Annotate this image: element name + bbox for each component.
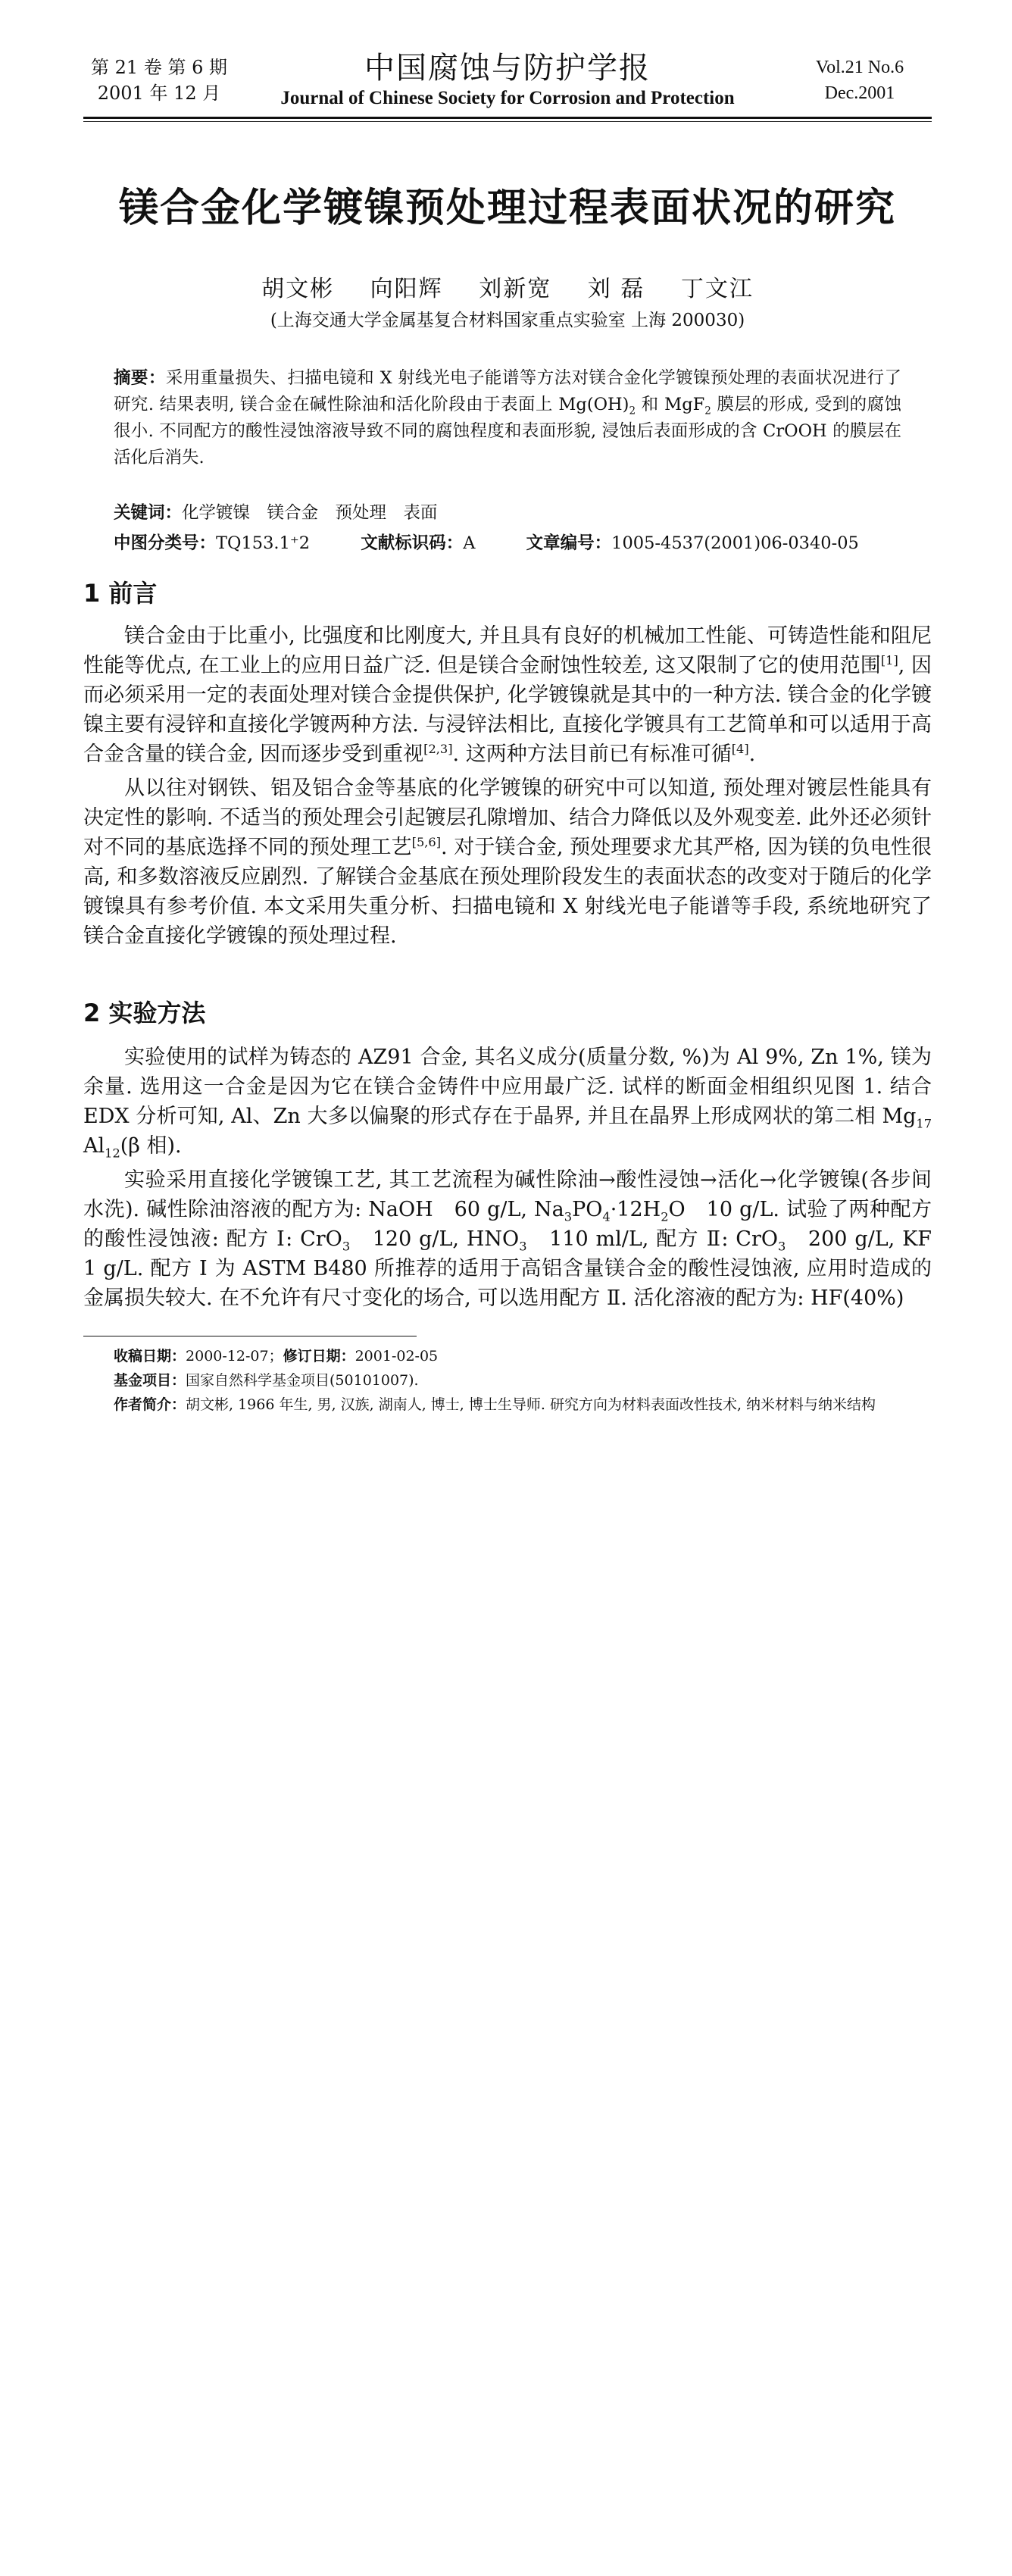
- citation: [2,3]: [423, 742, 453, 756]
- citation: [1]: [880, 653, 898, 667]
- paragraph-text: PO: [572, 1198, 603, 1221]
- issue-info: [83, 55, 235, 106]
- subscript: 2: [629, 405, 636, 417]
- journal-name-cn: 中国腐蚀与防护学报: [364, 51, 651, 86]
- abstract-text: 膜层的形成, 受到的腐蚀很小. 不同配方的酸性浸蚀溶液导致不同的腐蚀程度和表面形貌, 浸蚀后表面形成的含 CrOOH 的膜层在活化后消失.: [114, 395, 902, 467]
- paragraph-text: 110 ml/L, 配方 Ⅱ: CrO: [526, 1227, 779, 1251]
- section-methods-body: [83, 1043, 952, 1318]
- section-heading-intro: 1 前言: [83, 579, 158, 608]
- footnotes: [114, 1344, 932, 1417]
- paragraph-text: 实验使用的试样为铸态的 AZ91 合金, 其名义成分(质量分数, %)为 Al 9%, Zn 1%, 镁为余量. 选用这一合金是因为它在镁合金铸件中应用最广泛. 试样的断面金相组织见图 1. 结合 EDX 分析可知, Al、Zn 大多以偏聚的形式存在于晶界, 并且在晶界上形成网状的第二相 Mg: [83, 1046, 932, 1128]
- journal-name-en: Journal of Chinese Society for Corrosion and Protection: [280, 88, 735, 108]
- citation: [5,6]: [411, 835, 442, 849]
- paragraph-text: . 这两种方法目前已有标准可循: [452, 742, 732, 766]
- paragraph-text: . 对于镁合金, 预处理要求尤其严格, 因为镁的负电性很高, 和多数溶液反应剧烈. 了解镁合金基底在预处理阶段发生的表面状态的改变对于随后的化学镀镍具有参考价值. 本文采用失重分析、扫描电镜和 X 射线光电子能谱等手段, 系统地研究了镁合金直接化学镀镍的预处理过程.: [83, 836, 932, 948]
- issue-info-en: [788, 55, 932, 106]
- journal-name: [242, 50, 773, 111]
- revised-date: 2001-02-05: [355, 1348, 439, 1365]
- subscript: 17: [916, 1116, 932, 1131]
- subscript: 3: [778, 1239, 786, 1254]
- author-bio-label: 作者简介：: [114, 1396, 186, 1413]
- paragraph: [83, 1043, 932, 1161]
- author: 向阳辉: [370, 276, 443, 302]
- subscript: 2: [661, 1209, 669, 1224]
- paragraph-text: Al: [83, 1134, 105, 1158]
- paper-title: 镁合金化学镀镍预处理过程表面状况的研究: [118, 186, 896, 231]
- paragraph-text: 实验采用直接化学镀镍工艺, 其工艺流程为碱性除油→酸性浸蚀→活化→化学镀镍(各步间水洗). 碱性除油溶液的配方为: NaOH 60 g/L, Na: [83, 1168, 932, 1221]
- abstract-label: 摘要：: [114, 368, 166, 388]
- volume-issue-en: Vol.21 No.6: [815, 58, 904, 77]
- paragraph: [83, 621, 932, 769]
- paragraph-text: 200 g/L, KF 1 g/L. 配方 Ⅰ 为 ASTM B480 所推荐的适用于高铝含量镁合金的酸性浸蚀液, 应用时造成的金属损失较大. 在不允许有尺寸变化的场合, 可以选用配方 Ⅱ. 活化溶液的配方为: HF(40%): [83, 1227, 952, 1310]
- article-no-value: 1005-4537(2001)06-0340-05: [611, 533, 859, 553]
- clc-value: TQ153.1⁺2: [216, 533, 311, 553]
- header-rule-thin: [83, 121, 932, 122]
- affiliation: (上海交通大学金属基复合材料国家重点实验室 上海 200030): [270, 311, 745, 330]
- header-rule-thick: [83, 117, 932, 119]
- fund-label: 基金项目：: [114, 1372, 186, 1389]
- paragraph-text: (β 相).: [120, 1134, 182, 1158]
- fund-value: 国家自然科学基金项目(50101007).: [186, 1372, 419, 1389]
- subscript: 2: [704, 405, 711, 417]
- revised-label: 修订日期：: [283, 1348, 355, 1365]
- received-date: 2000-12-07；: [186, 1348, 283, 1365]
- paragraph-text: ·12H: [610, 1198, 661, 1221]
- clc-label: 中图分类号：: [114, 533, 217, 553]
- subscript: 3: [519, 1239, 527, 1254]
- keywords-text: 化学镀镍 镁合金 预处理 表面: [182, 503, 438, 523]
- author: 刘新宽: [479, 276, 552, 302]
- abstract-text: 和 MgF: [636, 395, 705, 414]
- author: 胡文彬: [261, 276, 335, 302]
- section-intro-body: [83, 621, 932, 955]
- keywords: [114, 500, 901, 527]
- paragraph-text: 镁合金由于比重小, 比强度和比刚度大, 并且具有良好的机械加工性能、可铸造性能和阻尼性能等优点, 在工业上的应用日益广泛. 但是镁合金耐蚀性较差, 这又限制了它的使用范围: [83, 624, 932, 677]
- paragraph-text: 120 g/L, HNO: [350, 1227, 520, 1251]
- author: 丁文江: [680, 276, 754, 302]
- article-no-label: 文章编号：: [526, 533, 612, 553]
- running-header: [83, 51, 932, 115]
- footnote-fund: [114, 1368, 932, 1393]
- footnote-author: [114, 1393, 932, 1417]
- abstract-text: 采用重量损失、扫描电镜和 X 射线光电子能谱等方法对镁合金化学镀镍预处理的表面状况进行了研究. 结果表明, 镁合金在碱性除油和活化阶段由于表面上 Mg(OH): [114, 368, 901, 414]
- doc-code-label: 文献标识码：: [361, 533, 464, 553]
- citation: [4]: [731, 742, 749, 756]
- author: 刘 磊: [587, 276, 645, 302]
- volume-issue: 第 21 卷 第 6 期: [91, 57, 227, 78]
- paragraph-text: .: [748, 742, 756, 766]
- subscript: 12: [105, 1146, 120, 1161]
- paragraph-text: 从以往对钢铁、铝及铝合金等基底的化学镀镍的研究中可以知道, 预处理对镀层性能具有决定性的影响. 不适当的预处理会引起镀层孔隙增加、结合力降低以及外观变差. 此外还必须针对不同的基底选择不同的预处理工艺: [83, 777, 932, 859]
- paragraph-text: O 10 g/L. 试验了两种配方的酸性浸蚀液: 配方 Ⅰ: CrO: [83, 1198, 932, 1251]
- section-heading-methods: 2 实验方法: [83, 999, 206, 1027]
- paragraph: [83, 1165, 952, 1313]
- subscript: 3: [564, 1209, 573, 1224]
- abstract: [114, 365, 901, 471]
- issue-date-en: Dec.2001: [824, 83, 895, 103]
- subscript: 3: [342, 1239, 351, 1254]
- footnote-dates: [114, 1344, 932, 1368]
- received-label: 收稿日期：: [114, 1348, 186, 1365]
- issue-date: 2001 年 12 月: [97, 83, 221, 104]
- author-bio: 胡文彬, 1966 年生, 男, 汉族, 湖南人, 博士, 博士生导师. 研究方向为材料表面改性技术, 纳米材料与纳米结构: [186, 1396, 876, 1413]
- paragraph: [83, 774, 932, 951]
- classification-row: [114, 530, 901, 557]
- keywords-label: 关键词：: [114, 503, 183, 523]
- subscript: 4: [602, 1209, 611, 1224]
- paragraph-text: , 因而必须采用一定的表面处理对镁合金提供保护, 化学镀镍就是其中的一种方法. 镁合金的化学镀镍主要有浸锌和直接化学镀两种方法. 与浸锌法相比, 直接化学镀具有工艺简单和可以适用于高合金含量的镁合金, 因而逐步受到重视: [83, 654, 932, 766]
- author-list: [83, 270, 932, 303]
- doc-code-value: A: [463, 533, 476, 553]
